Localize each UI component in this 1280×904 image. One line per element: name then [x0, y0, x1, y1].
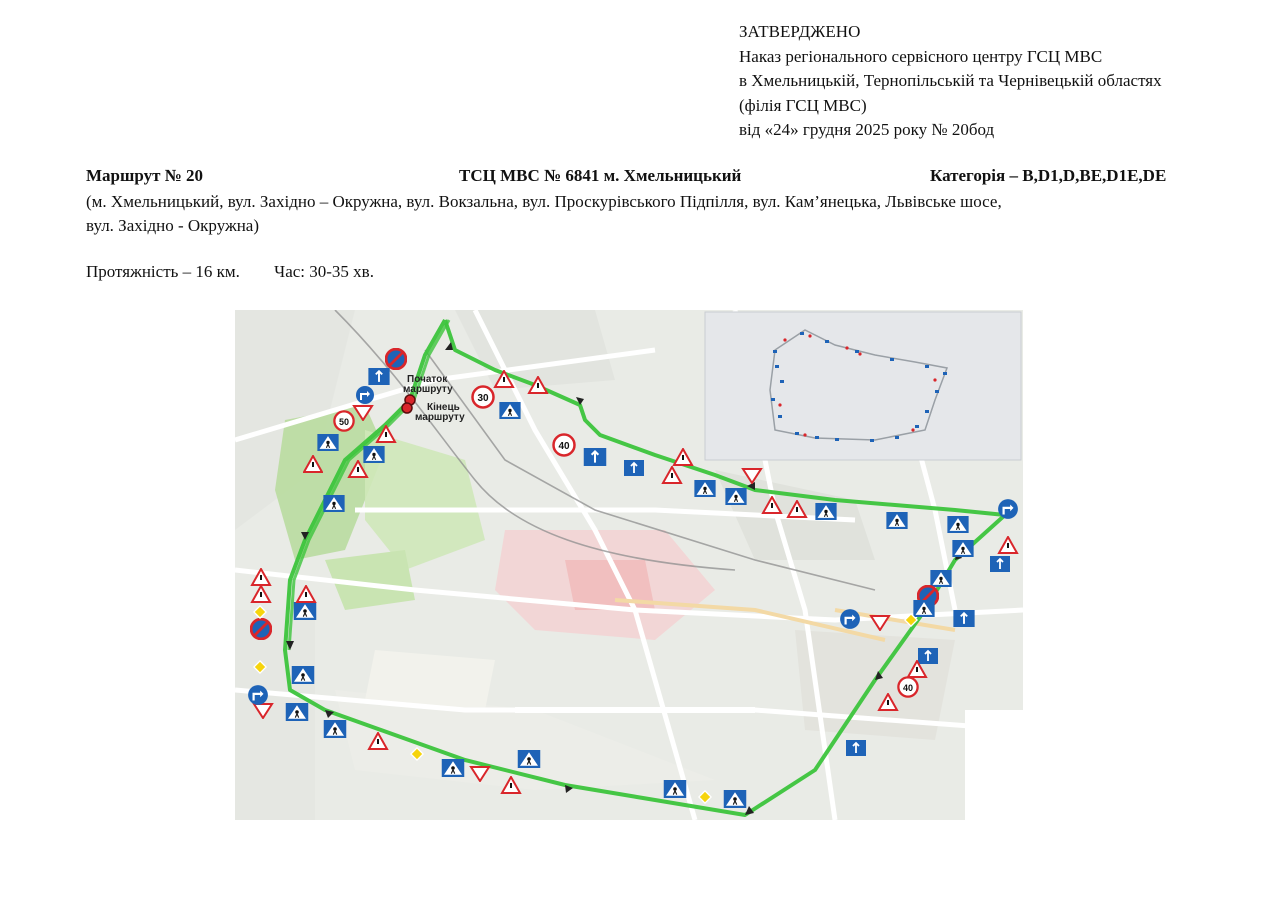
- crosswalk-sign-icon: [317, 434, 338, 451]
- speed-sign-50: [334, 411, 353, 430]
- approval-block: [739, 20, 1162, 143]
- route-map: [235, 310, 1023, 820]
- crosswalk-sign-icon: [913, 600, 934, 617]
- direction-sign-icon: [918, 648, 938, 664]
- route-streets: [86, 190, 1196, 238]
- end-marker: [402, 403, 412, 413]
- speed-sign-40: [554, 435, 575, 456]
- end-label-2: маршруту: [415, 412, 465, 423]
- route-number: Маршрут № 20: [86, 166, 204, 185]
- direction-sign-icon: [584, 448, 607, 466]
- svg-text:50: 50: [338, 417, 350, 427]
- svg-text:30: 30: [477, 393, 489, 404]
- crosswalk-sign-icon: [518, 750, 541, 768]
- crosswalk-sign-icon: [815, 503, 836, 520]
- turn-sign-icon: [356, 386, 374, 404]
- crosswalk-sign-icon: [363, 446, 384, 463]
- speed-sign-40-south: [898, 677, 917, 696]
- route-streets-line2: вул. Західно - Окружна): [86, 216, 260, 235]
- crosswalk-sign-icon: [292, 666, 315, 684]
- no-parking-sign-icon: [251, 619, 271, 639]
- crosswalk-sign-icon: [664, 780, 687, 798]
- crosswalk-sign-icon: [724, 790, 747, 808]
- approval-date: від «24» грудня 2025 року № 20бод: [739, 120, 995, 139]
- no-parking-sign-icon: [386, 349, 406, 369]
- start-label-2: маршруту: [403, 384, 453, 395]
- direction-sign-icon: [990, 556, 1010, 572]
- direction-sign-icon: [624, 460, 644, 476]
- route-time: Час: 30-35 хв.: [274, 262, 374, 281]
- direction-sign-icon: [846, 740, 866, 756]
- turn-sign-icon: [840, 609, 860, 629]
- route-meta: [86, 262, 404, 282]
- svg-text:40: 40: [558, 441, 570, 452]
- turn-sign-icon: [248, 685, 268, 705]
- approval-branch: (філія ГСЦ МВС): [739, 95, 867, 115]
- crosswalk-sign-icon: [725, 488, 746, 505]
- svg-text:40: 40: [902, 683, 914, 693]
- route-map-svg: [235, 310, 1023, 820]
- direction-sign-icon: [953, 610, 974, 627]
- crosswalk-sign-icon: [324, 720, 347, 738]
- approval-order: Наказ регіонального сервісного центру ГСЦ МВС: [739, 46, 1103, 66]
- crosswalk-sign-icon: [294, 602, 317, 620]
- crosswalk-sign-icon: [499, 402, 520, 419]
- crosswalk-sign-icon: [886, 512, 907, 529]
- overview-inset: [705, 312, 1021, 460]
- route-length: Протяжність – 16 км.: [86, 262, 240, 281]
- crosswalk-sign-icon: [323, 495, 344, 512]
- direction-sign-icon: [368, 368, 389, 385]
- service-center: ТСЦ МВС № 6841 м. Хмельницький: [459, 166, 742, 185]
- route-streets-line1: (м. Хмельницький, вул. Західно – Окружна, вул. Вокзальна, вул. Проскурівського Підпілля, вул. Кам’янецька, Львівське шосе,: [86, 192, 1002, 211]
- crosswalk-sign-icon: [952, 540, 973, 557]
- speed-sign-30: [473, 387, 494, 408]
- end-label-1: Кінець: [427, 402, 460, 413]
- crosswalk-sign-icon: [947, 516, 968, 533]
- crosswalk-sign-icon: [694, 480, 715, 497]
- approval-title: ЗАТВЕРДЖЕНО: [739, 22, 861, 41]
- crosswalk-sign-icon: [286, 703, 309, 721]
- license-category: Категорія – B,D1,D,BE,D1E,DE: [930, 166, 1167, 185]
- turn-sign-icon: [998, 499, 1018, 519]
- start-label-1: Початок: [407, 374, 448, 385]
- crosswalk-sign-icon: [930, 570, 951, 587]
- crosswalk-sign-icon: [442, 759, 465, 777]
- approval-regions: в Хмельницькій, Тернопільській та Чернівецькій областях: [739, 71, 1162, 90]
